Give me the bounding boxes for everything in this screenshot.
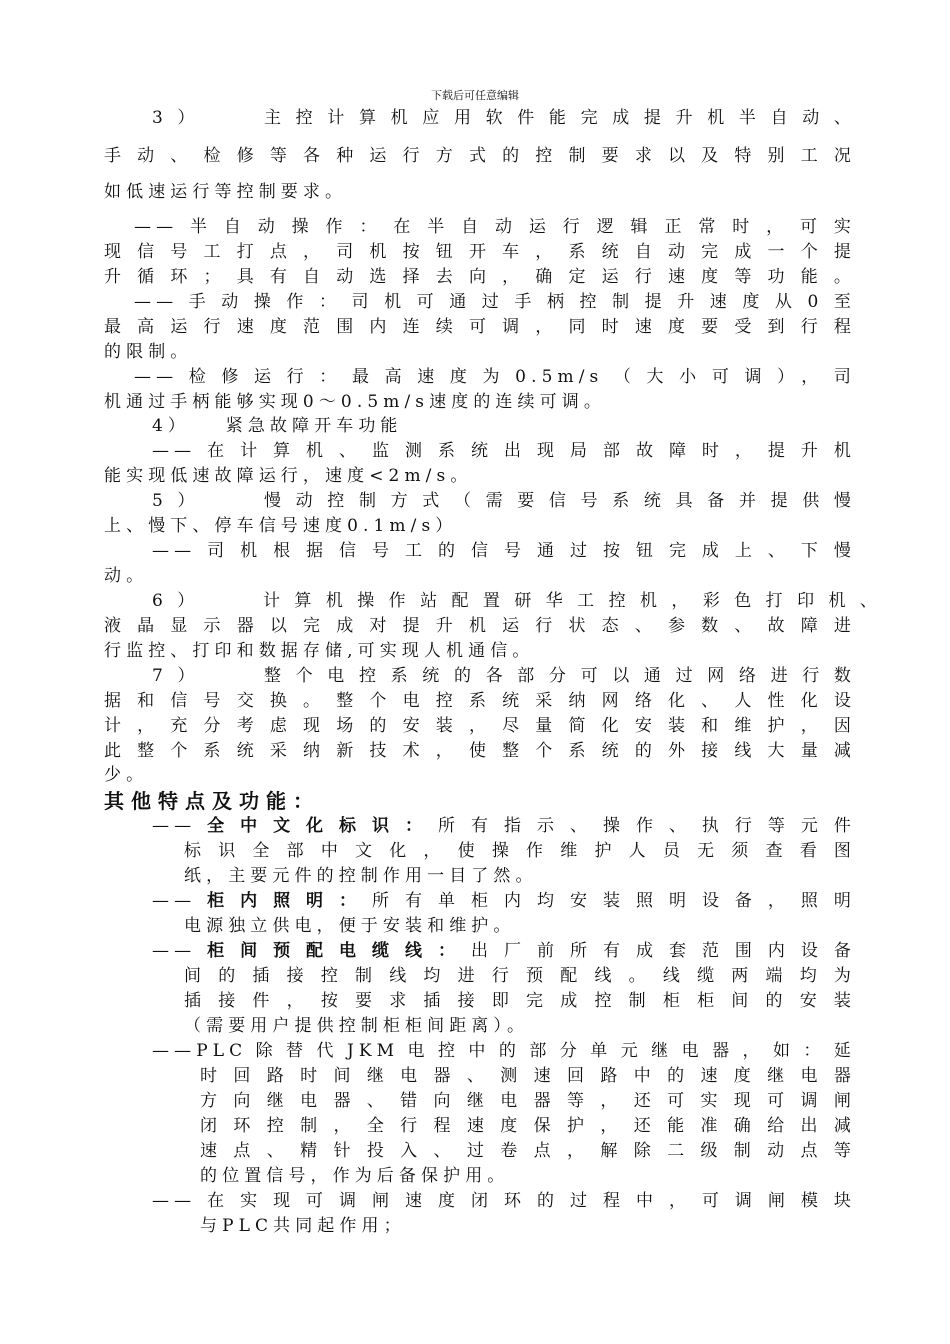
body-line: 此整个系统采纳新技术，使整个系统的外接线大量减 bbox=[104, 741, 856, 761]
feature-text: 速点、精针投入、过卷点，解除二级制动点等 bbox=[200, 1141, 856, 1161]
body-line: 液晶显示器以完成对提升机运行状态、参数、故障进 bbox=[104, 616, 856, 636]
body-line: 4） 紧急故障开车功能 bbox=[152, 416, 403, 436]
body-line: 动。 bbox=[104, 566, 149, 586]
feature-line bbox=[152, 1189, 856, 1213]
feature-line bbox=[200, 1114, 856, 1138]
body-line: ——检修运行：最高速度为0.5m/s（大小可调），司 bbox=[134, 367, 856, 387]
page-header: 下载后可任意编辑 bbox=[431, 89, 519, 102]
body-line: 据和信号交换。整个电控系统采纳网络化、人性化设 bbox=[104, 691, 856, 711]
features-heading: 其他特点及功能： bbox=[104, 789, 320, 813]
body-line: 7） 整个电控系统的各部分可以通过网络进行数 bbox=[152, 666, 856, 686]
feature-line bbox=[200, 1139, 856, 1163]
body-line: ——司机根据信号工的信号通过按钮完成上、下慢 bbox=[152, 541, 856, 561]
body-line: 计，充分考虑现场的安装，尽量简化安装和维护，因 bbox=[104, 716, 856, 736]
feature-label: 全中文化标识： bbox=[196, 816, 439, 836]
body-line: 行监控、打印和数据存储,可实现人机通信。 bbox=[104, 641, 535, 661]
feature-text: ——PLC除替代JKM电控中的部分单元继电器，如：延 bbox=[152, 1041, 856, 1061]
feature-text: （需要用户提供控制柜柜间距离）。 bbox=[184, 1016, 530, 1036]
feature-line bbox=[152, 814, 856, 838]
body-line: 手动、检修等各种运行方式的控制要求以及特别工况 bbox=[104, 146, 856, 166]
body-line: 3） 主控计算机应用软件能完成提升机半自动、 bbox=[152, 108, 856, 128]
feature-text: 的位置信号，作为后备保护用。 bbox=[200, 1166, 510, 1186]
feature-line bbox=[184, 989, 856, 1013]
feature-text: 电源独立供电，便于安装和维护。 bbox=[184, 916, 516, 936]
feature-text: 闭环控制，全行程速度保护，还能准确给出减 bbox=[200, 1116, 856, 1136]
feature-text: 纸，主要元件的控制作用一目了然。 bbox=[184, 866, 538, 886]
body-line: 少。 bbox=[104, 765, 149, 785]
body-line: ——半自动操作：在半自动运行逻辑正常时，可实 bbox=[134, 217, 856, 237]
body-line: 上、慢下、停车信号速度0.1m/s） bbox=[104, 516, 458, 536]
feature-line bbox=[184, 1014, 856, 1038]
body-line: 机通过手柄能够实现0～0.5m/s速度的连续可调。 bbox=[104, 392, 606, 412]
feature-text: 间的插接控制线均进行预配线。线缆两端均为 bbox=[184, 966, 856, 986]
feature-text: 出厂前所有成套范围内设备 bbox=[471, 941, 856, 961]
body-line: 最高运行速度范围内连续可调，同时速度要受到行程 bbox=[104, 317, 856, 337]
feature-line bbox=[184, 914, 856, 938]
feature-dash: —— bbox=[152, 941, 197, 961]
body-line: 现信号工打点，司机按钮开车，系统自动完成一个提 bbox=[104, 242, 856, 262]
body-line: 能实现低速故障运行，速度<2m/s。 bbox=[104, 466, 473, 486]
feature-line bbox=[152, 1039, 856, 1063]
feature-line bbox=[184, 964, 856, 988]
feature-line bbox=[184, 839, 856, 863]
body-line: 如低速运行等控制要求。 bbox=[104, 182, 348, 202]
body-line: 的限制。 bbox=[104, 342, 193, 362]
feature-text: 与PLC共同起作用； bbox=[200, 1216, 406, 1236]
feature-text: 所有单柜内均安装照明设备，照明 bbox=[372, 891, 857, 911]
feature-line bbox=[200, 1214, 856, 1238]
feature-line bbox=[200, 1089, 856, 1113]
feature-line bbox=[152, 889, 856, 913]
feature-text: 方向继电器、错向继电器等，还可实现可调闸 bbox=[200, 1091, 856, 1111]
feature-label: 柜内照明： bbox=[196, 891, 373, 911]
feature-dash: —— bbox=[152, 891, 197, 911]
body-line: ——手动操作：司机可通过手柄控制提升速度从0至 bbox=[134, 292, 856, 312]
feature-text: ——在实现可调闸速度闭环的过程中，可调闸模块 bbox=[152, 1191, 856, 1211]
body-line: 升循环；具有自动选择去向，确定运行速度等功能。 bbox=[104, 267, 856, 287]
feature-text: 时回路时间继电器、测速回路中的速度继电器 bbox=[200, 1066, 856, 1086]
feature-line bbox=[152, 939, 856, 963]
feature-label: 柜间预配电缆线： bbox=[196, 941, 472, 961]
feature-line bbox=[200, 1064, 856, 1088]
feature-text: 插接件，按要求插接即完成控制柜柜间的安装 bbox=[184, 991, 856, 1011]
body-line: ——在计算机、监测系统出现局部故障时，提升机 bbox=[152, 441, 856, 461]
body-line: 6） 计算机操作站配置研华工控机，彩色打印机、 bbox=[152, 591, 882, 611]
feature-line bbox=[200, 1164, 856, 1188]
feature-dash: —— bbox=[152, 816, 197, 836]
feature-line bbox=[184, 864, 856, 888]
feature-text: 所有指示、操作、执行等元件 bbox=[438, 816, 856, 836]
feature-text: 标识全部中文化，使操作维护人员无须查看图 bbox=[184, 841, 856, 861]
body-line: 5） 慢动控制方式（需要信号系统具备并提供慢 bbox=[152, 491, 856, 511]
